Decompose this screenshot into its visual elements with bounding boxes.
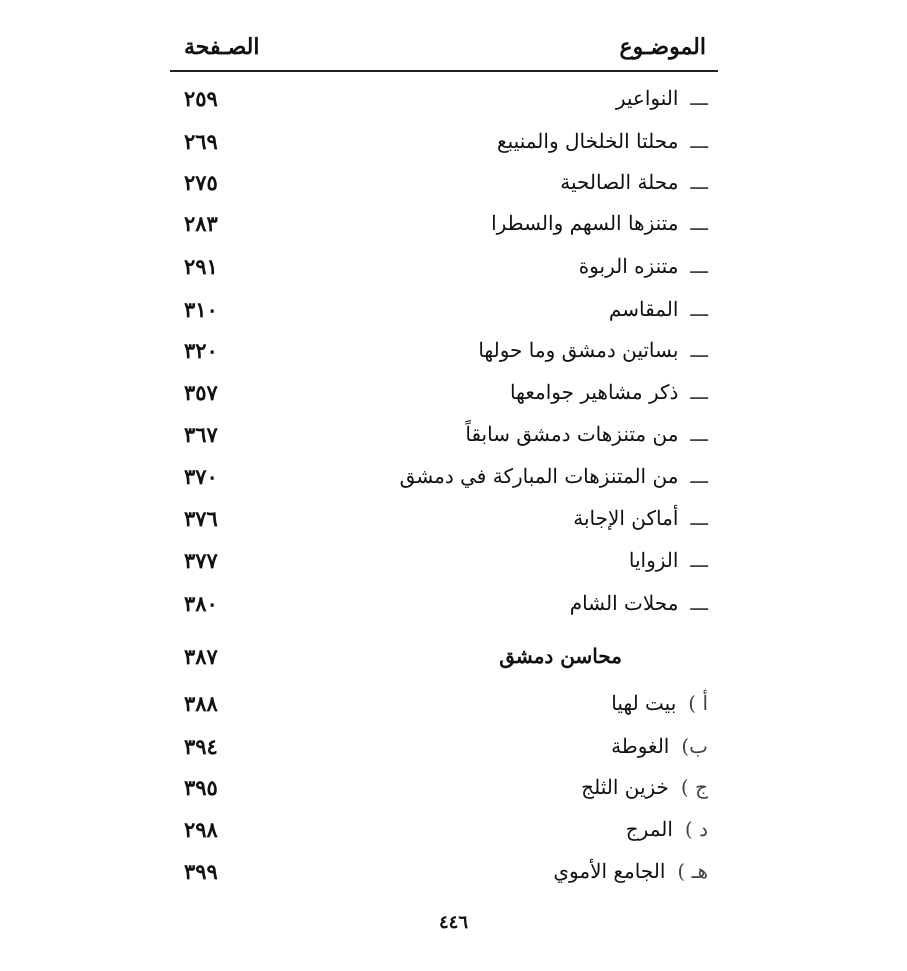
entry-topic bbox=[629, 548, 708, 572]
index-entry bbox=[170, 125, 718, 165]
entry-dash: ـــ bbox=[690, 170, 708, 194]
entry-topic bbox=[478, 338, 708, 362]
subsection-page-number: ٢٩٨ bbox=[184, 817, 218, 842]
entry-dash: ـــ bbox=[690, 338, 708, 362]
subsection-title: المرج bbox=[625, 817, 673, 841]
subsection-title: الجامع الأموي bbox=[553, 859, 666, 883]
subsection-marker: ب) bbox=[681, 734, 708, 758]
subsection-topic bbox=[611, 734, 708, 758]
subsection-title: الغوطة bbox=[611, 734, 670, 758]
entry-topic bbox=[609, 297, 708, 321]
subsection-topic bbox=[626, 817, 708, 841]
entry-dash: ـــ bbox=[690, 422, 708, 446]
entry-page-number: ٢٨٣ bbox=[184, 211, 218, 236]
entry-topic bbox=[497, 129, 708, 153]
index-entry bbox=[170, 250, 718, 290]
subsection-marker: ج ) bbox=[680, 775, 708, 799]
subsection-entry bbox=[170, 813, 718, 853]
entry-topic bbox=[579, 254, 708, 278]
subsection-topic bbox=[611, 691, 708, 715]
subsection-entry bbox=[170, 730, 718, 770]
subsection-marker: د ) bbox=[684, 817, 708, 841]
subsection-title: بيت لهيا bbox=[611, 691, 677, 715]
entry-dash: ـــ bbox=[690, 254, 708, 278]
topic-column-header: الموضـوع bbox=[619, 34, 706, 60]
entry-dash: ـــ bbox=[690, 86, 708, 110]
table-header bbox=[170, 28, 718, 72]
entry-page-number: ٣٥٧ bbox=[184, 380, 218, 405]
entry-title: بساتين دمشق وما حولها bbox=[478, 338, 679, 362]
section-heading: محاسن دمشق bbox=[499, 644, 622, 668]
index-entry bbox=[170, 376, 718, 416]
entry-dash: ـــ bbox=[690, 297, 708, 321]
entry-title: الزوايا bbox=[628, 548, 679, 572]
entry-title: محلة الصالحية bbox=[560, 170, 679, 194]
entry-topic bbox=[573, 506, 708, 530]
index-entry bbox=[170, 460, 718, 500]
subsection-marker: هـ ) bbox=[677, 859, 708, 883]
index-entry bbox=[170, 334, 718, 374]
entry-title: محلتا الخلخال والمنيبع bbox=[496, 129, 679, 153]
index-entry bbox=[170, 587, 718, 627]
entry-topic bbox=[465, 422, 708, 446]
entry-page-number: ٣٧٠ bbox=[184, 464, 218, 489]
subsection-page-number: ٣٩٥ bbox=[184, 775, 218, 800]
subsection-topic bbox=[553, 859, 708, 883]
entry-page-number: ٣٦٧ bbox=[184, 422, 218, 447]
entry-title: متنزها السهم والسطرا bbox=[491, 211, 679, 235]
entry-dash: ـــ bbox=[690, 548, 708, 572]
entry-title: النواعير bbox=[615, 86, 679, 110]
entry-title: متنزه الربوة bbox=[578, 254, 679, 278]
subsection-page-number: ٣٨٨ bbox=[184, 691, 218, 716]
footer-page-number: ٤٤٦ bbox=[438, 912, 468, 933]
entry-page-number: ٣٧٦ bbox=[184, 506, 218, 531]
entry-dash: ـــ bbox=[690, 591, 708, 615]
entry-page-number: ٣٧٧ bbox=[184, 548, 218, 573]
entry-dash: ـــ bbox=[690, 211, 708, 235]
entry-page-number: ٢٧٥ bbox=[184, 170, 218, 195]
subsection-entry bbox=[170, 687, 718, 727]
entry-title: من المتنزهات المباركة في دمشق bbox=[399, 464, 679, 488]
index-entry bbox=[170, 207, 718, 247]
entry-topic bbox=[400, 464, 708, 488]
entry-title: أماكن الإجابة bbox=[573, 506, 679, 530]
entry-topic bbox=[491, 211, 708, 235]
index-entry bbox=[170, 418, 718, 458]
entry-page-number: ٢٥٩ bbox=[184, 86, 218, 111]
index-entry bbox=[170, 502, 718, 542]
entry-dash: ـــ bbox=[690, 380, 708, 404]
entry-title: من متنزهات دمشق سابقاً bbox=[465, 422, 679, 446]
entry-dash: ـــ bbox=[690, 129, 708, 153]
entry-dash: ـــ bbox=[690, 506, 708, 530]
entry-page-number: ٣٢٠ bbox=[184, 338, 218, 363]
entry-topic bbox=[510, 380, 708, 404]
subsection-entry bbox=[170, 771, 718, 811]
entry-page-number: ٢٦٩ bbox=[184, 129, 218, 154]
entry-page-number: ٢٩١ bbox=[184, 254, 218, 279]
entry-title: المقاسم bbox=[608, 297, 679, 321]
subsection-entry bbox=[170, 855, 718, 895]
entry-title: ذكر مشاهير جوامعها bbox=[510, 380, 679, 404]
subsection-marker: أ ) bbox=[688, 691, 708, 715]
section-heading-row bbox=[170, 640, 718, 680]
entry-page-number: ٣١٠ bbox=[184, 297, 218, 322]
subsection-topic bbox=[581, 775, 708, 799]
entry-dash: ـــ bbox=[690, 464, 708, 488]
subsection-page-number: ٣٩٩ bbox=[184, 859, 218, 884]
page-column-header: الصـفحة bbox=[184, 34, 260, 60]
index-entry bbox=[170, 544, 718, 584]
entry-page-number: ٣٨٠ bbox=[184, 591, 218, 616]
entry-title: محلات الشام bbox=[569, 591, 679, 615]
index-entry bbox=[170, 82, 718, 122]
entry-topic bbox=[560, 170, 708, 194]
index-entry bbox=[170, 166, 718, 206]
subsection-title: خزين الثلج bbox=[581, 775, 669, 799]
entry-topic bbox=[616, 86, 708, 110]
entry-topic bbox=[570, 591, 708, 615]
subsection-page-number: ٣٩٤ bbox=[184, 734, 218, 759]
index-entry bbox=[170, 293, 718, 333]
section-page-number: ٣٨٧ bbox=[184, 644, 218, 669]
